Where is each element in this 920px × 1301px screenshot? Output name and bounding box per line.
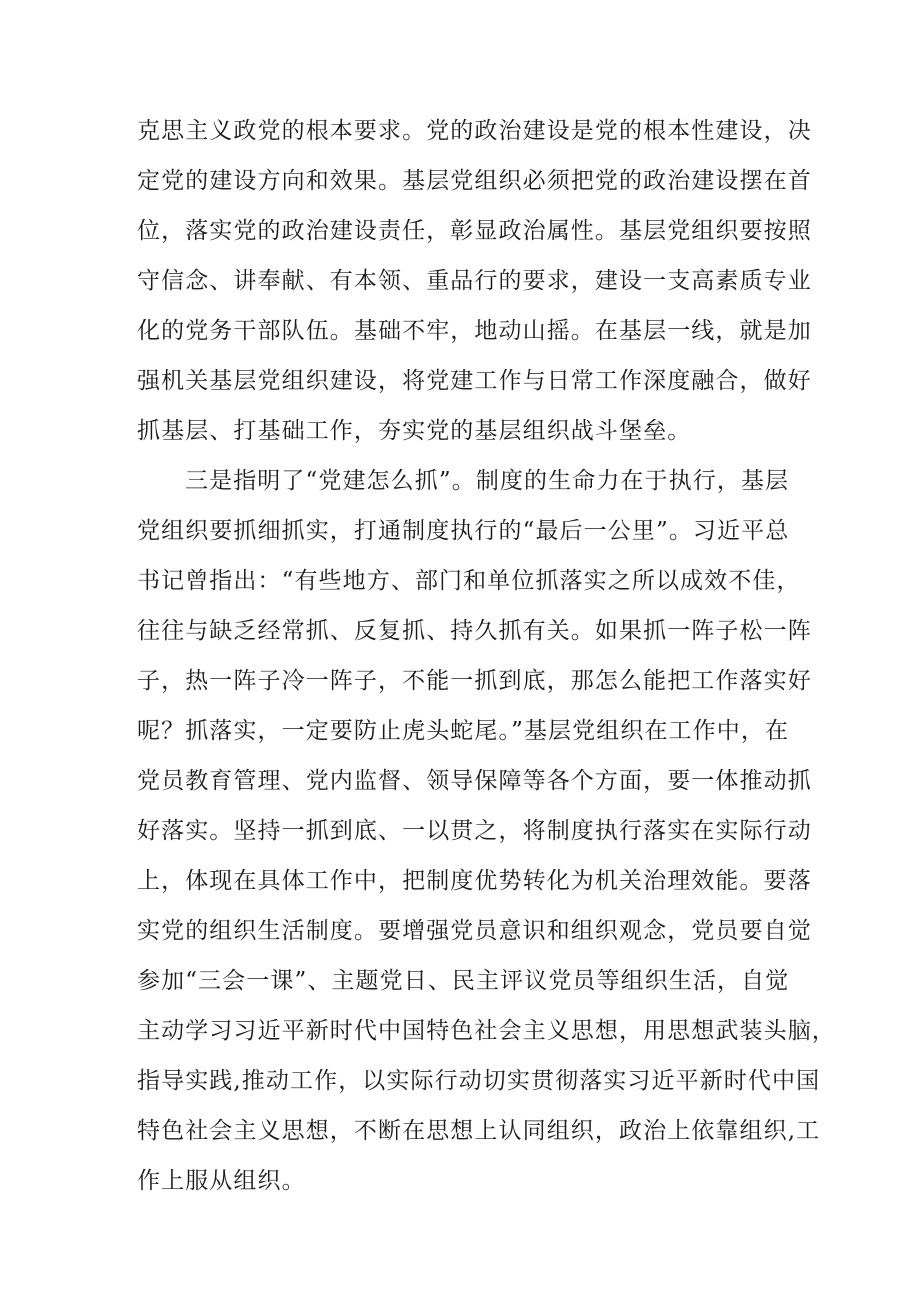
paragraph-2-line: 作上服从组织。 xyxy=(137,1168,306,1194)
paragraph-2-line: 党员教育管理、党内监督、领导保障等各个方面，要一体推动抓 xyxy=(137,768,812,794)
paragraph-2-line: 实党的组织生活制度。要增强党员意识和组织观念，党员要自觉 xyxy=(137,918,812,944)
paragraph-1-line: 抓基层、打基础工作，夯实党的基层组织战斗堡垒。 xyxy=(137,418,692,444)
paragraph-2-line: 呢？抓落实，一定要防止虎头蛇尾。”基层党组织在工作中，在 xyxy=(137,718,790,744)
paragraph-1-line: 守信念、讲奉献、有本领、重品行的要求，建设一支高素质专业 xyxy=(137,268,812,294)
paragraph-2-line: 子，热一阵子冷一阵子，不能一抓到底，那怎么能把工作落实好 xyxy=(137,668,812,694)
paragraph-1-line: 定党的建设方向和效果。基层党组织必须把党的政治建设摆在首 xyxy=(137,168,812,194)
paragraph-2-line: 指导实践,推动工作，以实际行动切实贯彻落实习近平新时代中国 xyxy=(137,1068,821,1094)
paragraph-2-line: 书记曾指出：“有些地方、部门和单位抓落实之所以成效不佳， xyxy=(137,568,801,594)
paragraph-1-line: 克思主义政党的根本要求。党的政治建设是党的根本性建设，决 xyxy=(137,118,812,144)
paragraph-2-line: 上，体现在具体工作中，把制度优势转化为机关治理效能。要落 xyxy=(137,868,812,894)
paragraph-2-line: 党组织要抓细抓实，打通制度执行的“最后一公里”。习近平总 xyxy=(137,518,790,544)
paragraph-2-line: 参加“三会一课”、主题党日、民主评议党员等组织生活，自觉 xyxy=(137,968,790,994)
paragraph-2-first-line: 三是指明了“党建怎么抓”。制度的生命力在于执行，基层 xyxy=(185,468,790,494)
paragraph-2-line: 主动学习习近平新时代中国特色社会主义思想，用思想武装头脑， xyxy=(137,1018,836,1044)
paragraph-2-line: 好落实。坚持一抓到底、一以贯之，将制度执行落实在实际行动 xyxy=(137,818,812,844)
paragraph-1-line: 化的党务干部队伍。基础不牢，地动山摇。在基层一线，就是加 xyxy=(137,318,812,344)
paragraph-2-line: 往往与缺乏经常抓、反复抓、持久抓有关。如果抓一阵子松一阵 xyxy=(137,618,812,644)
paragraph-1-line: 强机关基层党组织建设，将党建工作与日常工作深度融合，做好 xyxy=(137,368,812,394)
paragraph-2-line: 特色社会主义思想，不断在思想上认同组织，政治上依靠组织,工 xyxy=(137,1118,821,1144)
paragraph-1-line: 位，落实党的政治建设责任，彰显政治属性。基层党组织要按照 xyxy=(137,218,812,244)
